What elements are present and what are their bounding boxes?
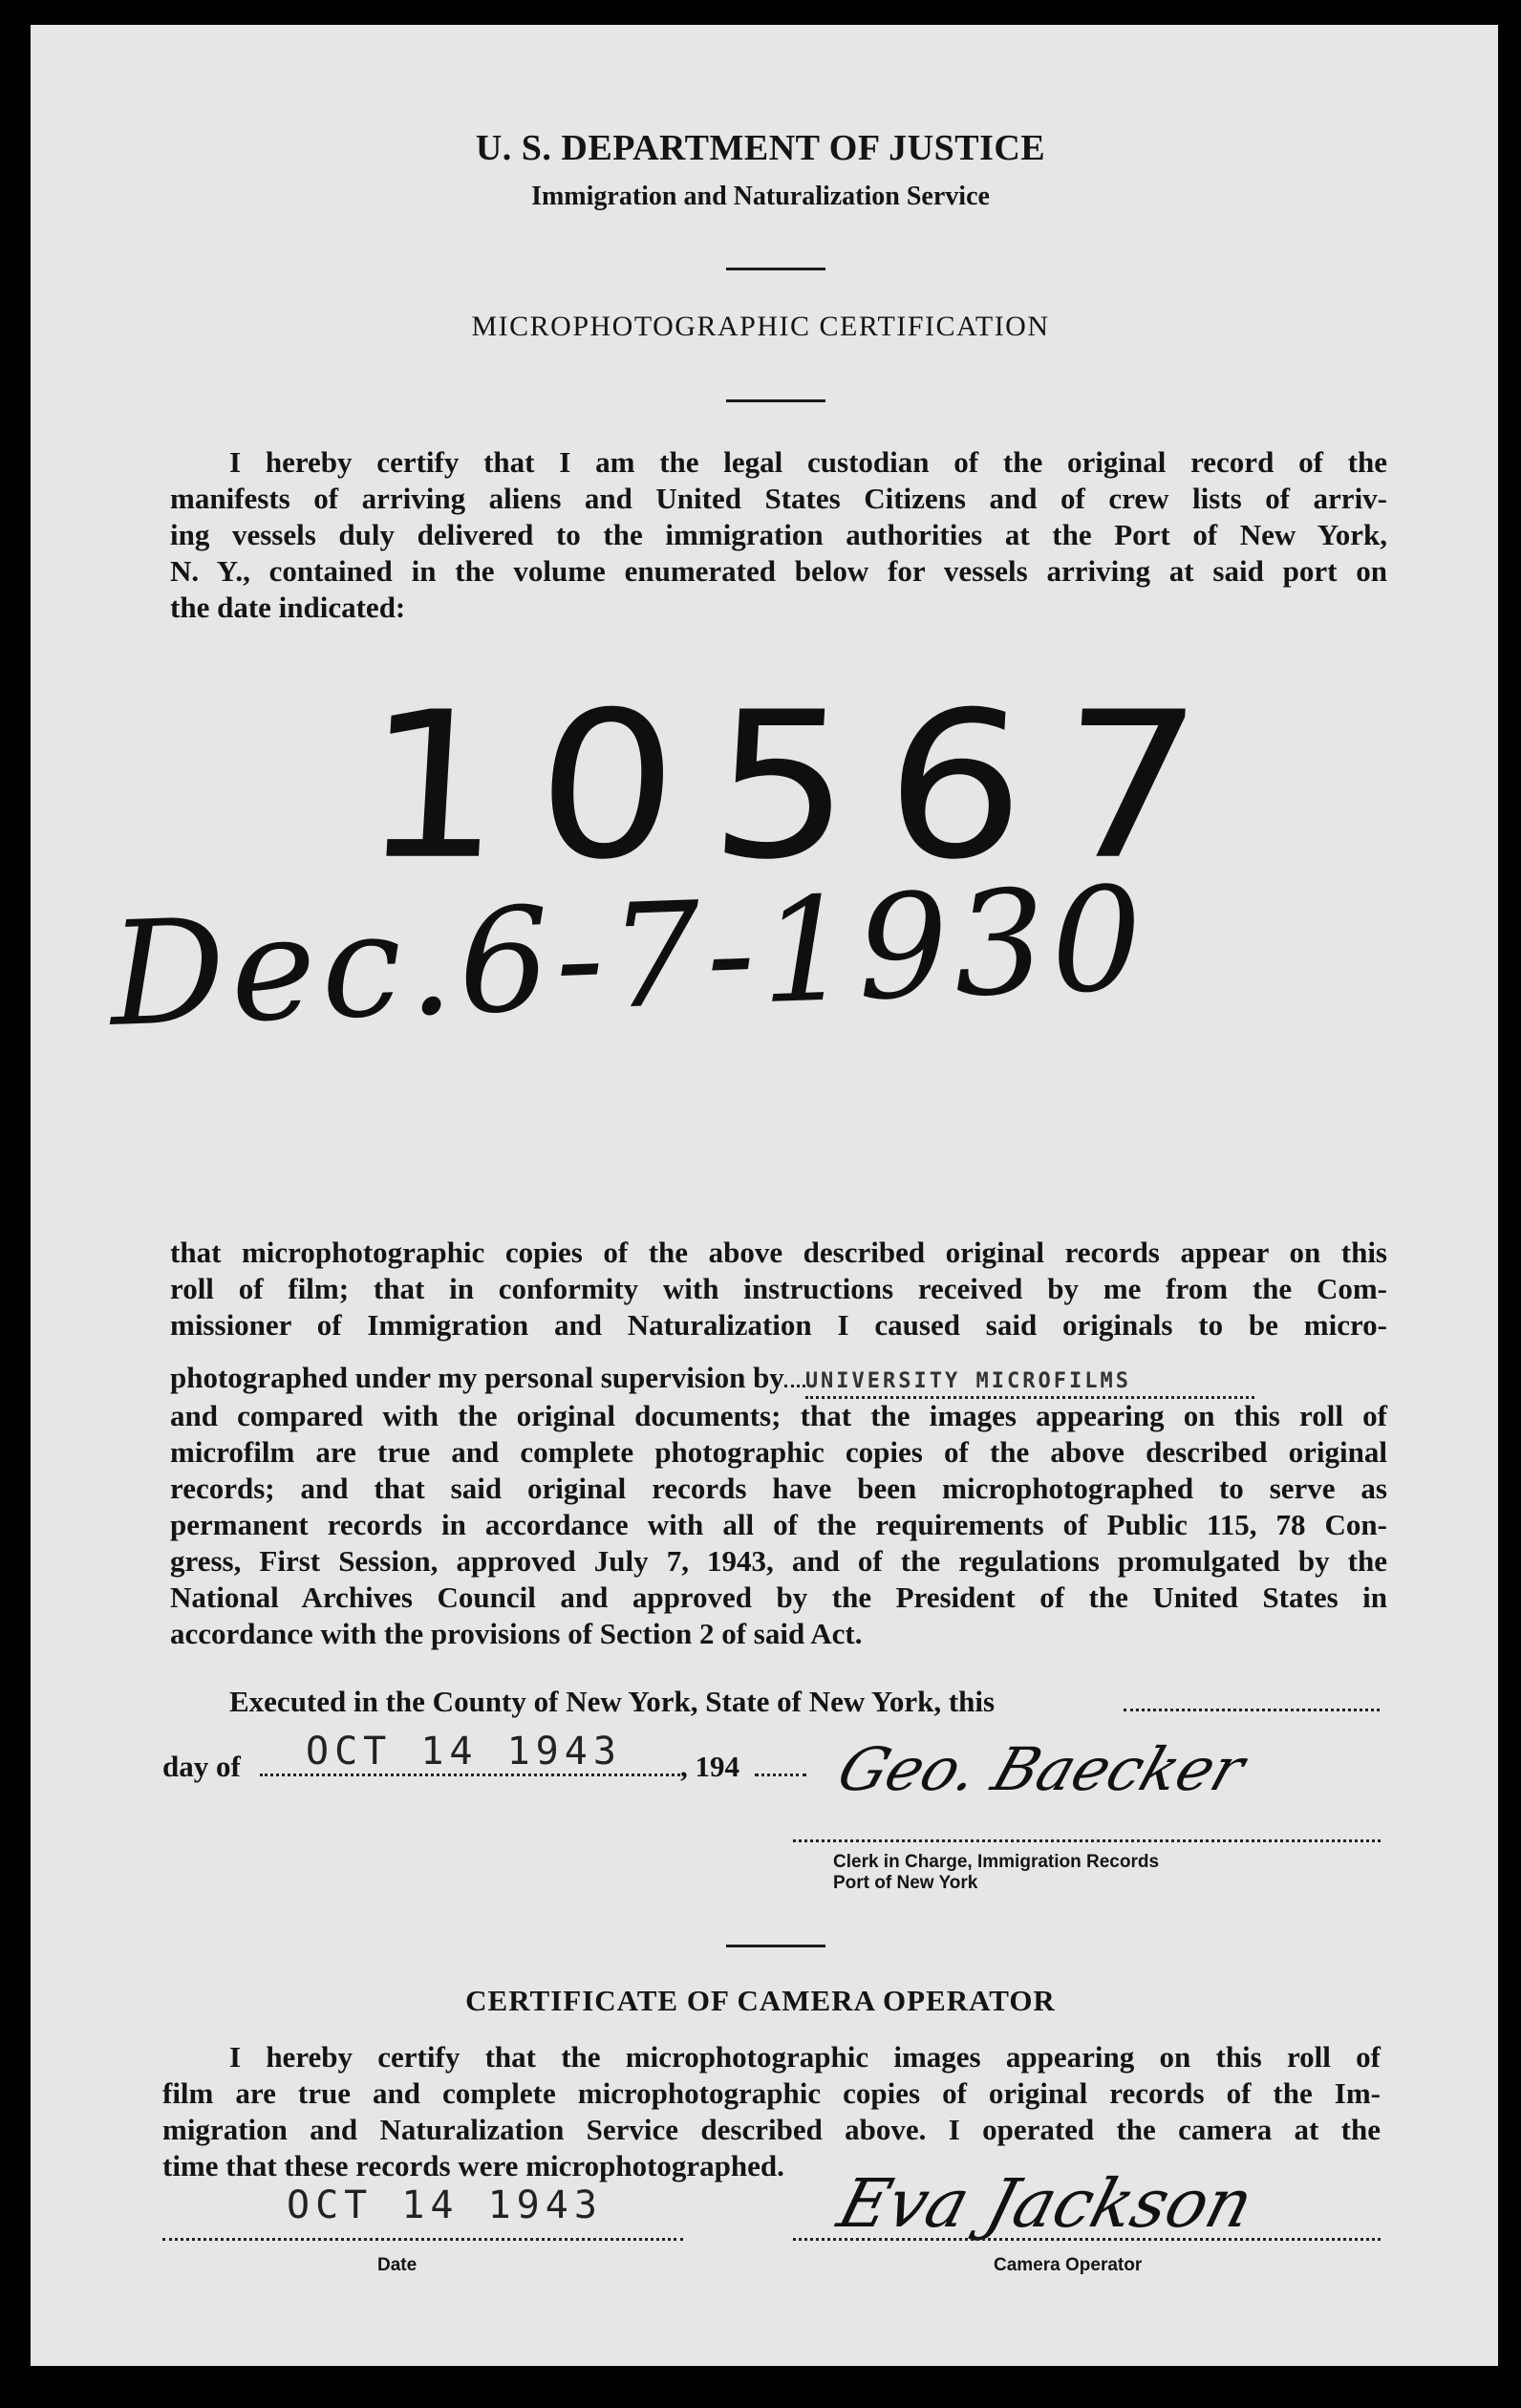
date-label: Date: [377, 2255, 418, 2275]
certification-heading: MICROPHOTOGRAPHIC CERTIFICATION: [471, 311, 1050, 342]
clerk-title: Clerk in Charge, Immigration Records: [833, 1852, 1160, 1872]
divider: [726, 268, 825, 270]
executed-text: Executed in the County of New York, State of New York, this: [229, 1685, 996, 1718]
operator-date-stamp: OCT 14 1943: [287, 2183, 603, 2227]
body-line: permanent records in accordance with all of the requirements of Public 115, 78 Con-: [170, 1508, 1387, 1541]
body-line: and compared with the original documents; that the images appearing on this roll of: [170, 1399, 1387, 1432]
signature-line: [793, 2238, 1381, 2241]
dotted-leader: [260, 1774, 680, 1776]
body-line: microfilm are true and complete photographic copies of the above described original: [170, 1435, 1387, 1469]
dotted-leader: [1124, 1709, 1380, 1711]
supervision-line: [170, 1360, 1254, 1399]
body-line: accordance with the provisions of Section 2 of said Act.: [170, 1617, 863, 1650]
supervisor-name: UNIVERSITY MICROFILMS: [805, 1367, 1254, 1399]
intro-line: the date indicated:: [170, 591, 406, 624]
date-line: [162, 2238, 683, 2241]
dotted-leader: [755, 1774, 806, 1776]
service-subtitle: Immigration and Naturalization Service: [531, 182, 990, 211]
supervision-prefix: photographed under my personal supervision by: [170, 1361, 784, 1394]
signature-line: [793, 1839, 1381, 1842]
body-line: missioner of Immigration and Naturalization I caused said originals to be micro-: [170, 1308, 1387, 1342]
clerk-signature: Geo. Baecker: [829, 1734, 1253, 1804]
day-of-label: day of: [162, 1750, 241, 1783]
intro-line: I hereby certify that I am the legal custodian of the original record of the: [229, 445, 1387, 479]
volume-number-handwritten: 10567: [356, 669, 1241, 905]
body-line: that microphotographic copies of the above described original records appear on this: [170, 1236, 1387, 1269]
body-line: National Archives Council and approved by the President of the United States in: [170, 1580, 1387, 1614]
divider: [726, 399, 825, 402]
day-of-stamp: OCT 14 1943: [306, 1730, 622, 1774]
year-prefix: , 194: [680, 1750, 739, 1783]
operator-line: I hereby certify that the microphotographic images appearing on this roll of: [229, 2040, 1381, 2074]
operator-signature: Eva Jackson: [830, 2164, 1262, 2243]
operator-line: time that these records were microphotographed.: [162, 2149, 784, 2182]
intro-line: manifests of arriving aliens and United States Citizens and of crew lists of arriv-: [170, 482, 1387, 515]
body-line: gress, First Session, approved July 7, 1943, and of the regulations promulgated by the: [170, 1544, 1387, 1578]
camera-operator-heading: CERTIFICATE OF CAMERA OPERATOR: [465, 1984, 1056, 2017]
operator-line: film are true and complete microphotographic copies of original records of the Im-: [162, 2076, 1381, 2110]
body-line: records; and that said original records have been microphotographed to serve as: [170, 1472, 1387, 1505]
dotted-leader: [784, 1385, 805, 1387]
body-line: roll of film; that in conformity with instructions received by me from the Com-: [170, 1272, 1387, 1305]
intro-line: ing vessels duly delivered to the immigration authorities at the Port of New York,: [170, 518, 1387, 551]
clerk-port: Port of New York: [833, 1873, 978, 1893]
divider: [726, 1945, 825, 1947]
intro-line: N. Y., contained in the volume enumerated below for vessels arriving at said port on: [170, 554, 1387, 588]
dates-handwritten: Dec.6-7-1930: [107, 856, 1151, 1059]
operator-label: Camera Operator: [994, 2255, 1143, 2275]
operator-line: migration and Naturalization Service described above. I operated the camera at the: [162, 2113, 1381, 2146]
department-title: U. S. DEPARTMENT OF JUSTICE: [475, 128, 1046, 168]
